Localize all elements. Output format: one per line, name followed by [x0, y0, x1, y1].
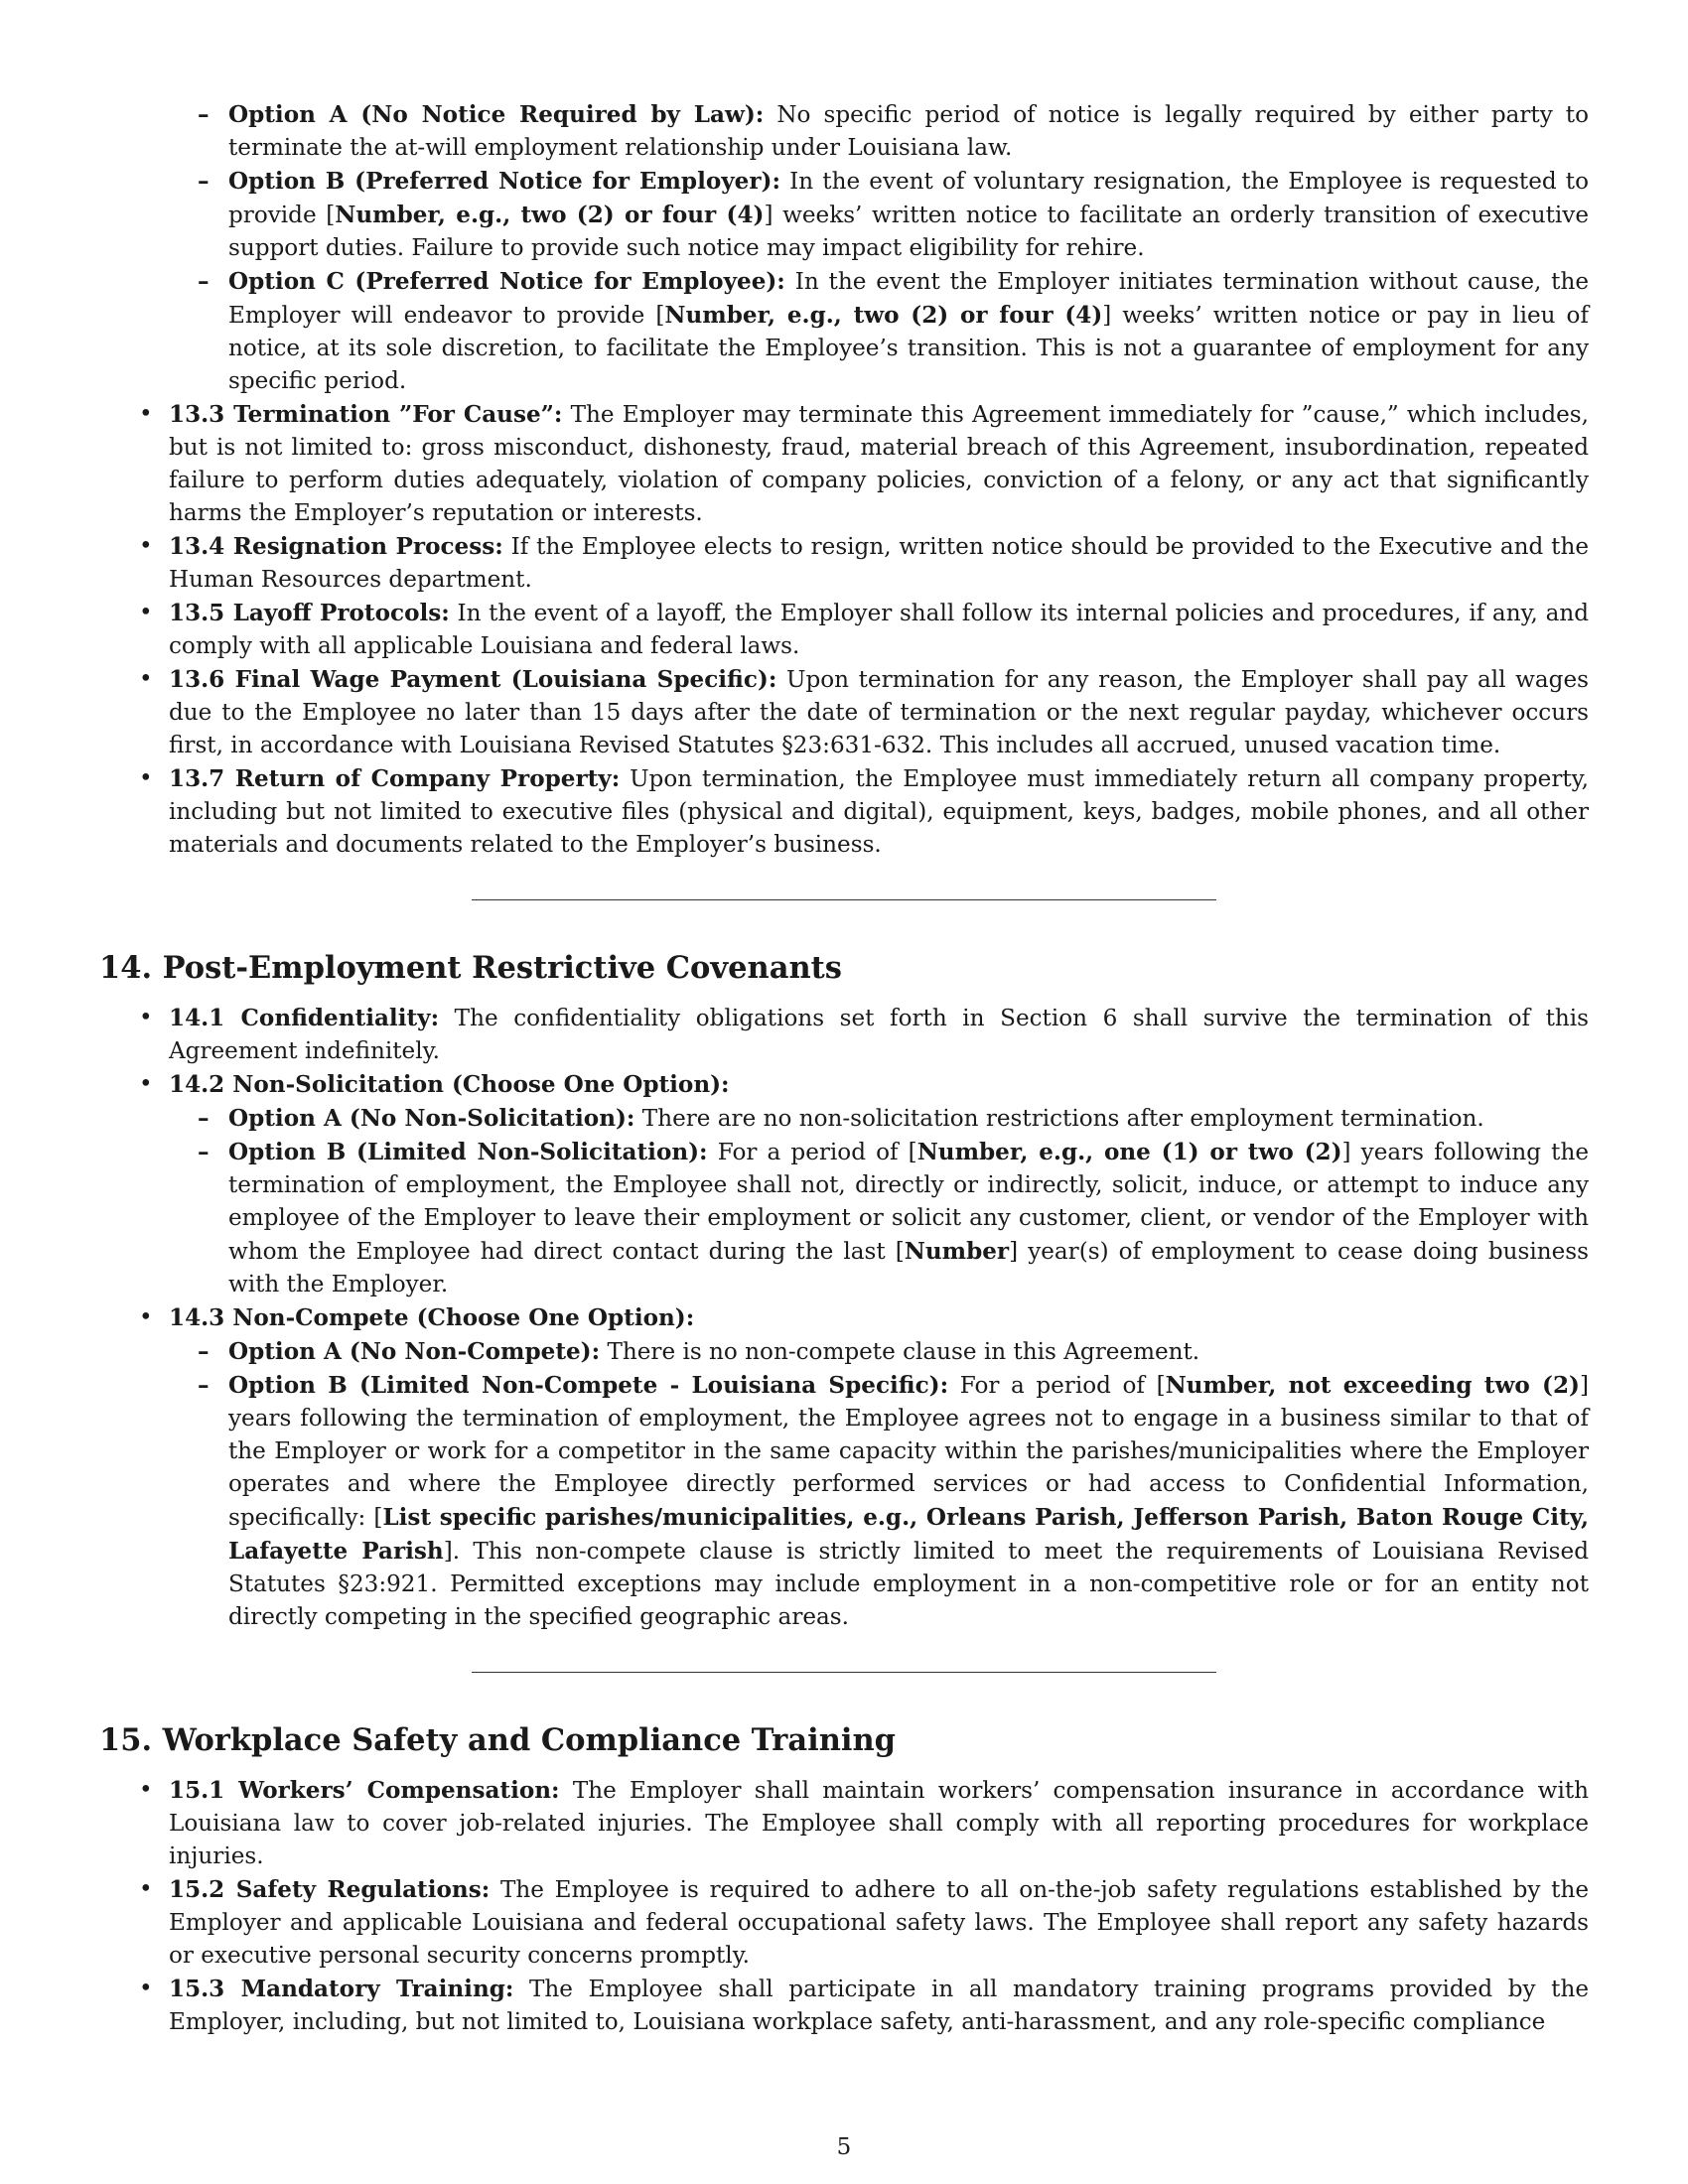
list-item: – Option B (Preferred Notice for Employer): In the event of voluntary resignation, the Employee is requested to provide [Number, e.g., two (2) or four (4)] weeks’ written notice to facilitate an orderly transition of executive support duties. Failure to provide such notice may impact eligibility for rehire.	[99, 165, 1589, 265]
workplace-safety-list	[99, 1774, 1589, 2039]
placeholder-field: Number, not exceeding two (2)	[1165, 1372, 1580, 1399]
list-item: • 13.5 Layoff Protocols: In the event of a layoff, the Employer shall follow its internal policies and procedures, if any, and comply with all applicable Louisiana and federal laws.	[99, 597, 1589, 663]
list-item: • 13.3 Termination ”For Cause”: The Employer may terminate this Agreement immediately for ”cause,” which includes, but is not limited to: gross misconduct, dishonesty, fraud, material breach of this Agreement, insubordination, repeated failure to perform duties adequately, violation of company policies, conviction of a felony, or any act that significantly harms the Employer’s reputation or interests.	[99, 398, 1589, 530]
page-number: 5	[836, 2134, 852, 2160]
list-item: • 14.1 Confidentiality: The confidentiality obligations set forth in Section 6 shall survive the termination of this Agreement indefinitely.	[99, 1002, 1589, 1068]
placeholder-field: Number	[904, 1238, 1010, 1265]
placeholder-field: Number, e.g., one (1) or two (2)	[916, 1139, 1342, 1165]
non-solicitation-options	[99, 1102, 1589, 1301]
placeholder-field: List specific parishes/municipalities, e.g., Orleans Parish, Jefferson Parish, Baton Rouge City, Lafayette Parish	[228, 1504, 1589, 1565]
non-compete-options	[99, 1335, 1589, 1634]
list-item: – Option A (No Notice Required by Law): No specific period of notice is legally required by either party to terminate the at-will employment relationship under Louisiana law.	[99, 98, 1589, 165]
section-heading-15: 15. Workplace Safety and Compliance Training	[99, 1722, 896, 1758]
list-item: • 14.2 Non-Solicitation (Choose One Option): – Option A (No Non-Solicitation): There are no non-solicitation restrictions after employment termination. – Option B (Limited Non-Solicitation): For a period of [Number, e.g., one (1) or two (2)] years following the termination of employment, the Employee shall not, directly or indirectly, solicit, induce, or attempt to induce any employee of the Employer to leave their employment or solicit any customer, client, or vendor of the Employer with whom the Employee had direct contact during the last [Number] year(s) of employment to cease doing business with the Employer.	[99, 1068, 1589, 1301]
list-item: – Option B (Limited Non-Solicitation): For a period of [Number, e.g., one (1) or two (2)] years following the termination of employment, the Employee shall not, directly or indirectly, solicit, induce, or attempt to induce any employee of the Employer to leave their employment or solicit any customer, client, or vendor of the Employer with whom the Employee had direct contact during the last [Number] year(s) of employment to cease doing business with the Employer.	[99, 1136, 1589, 1301]
document-body	[99, 98, 1589, 2039]
list-item: • 13.4 Resignation Process: If the Employee elects to resign, written notice should be provided to the Executive and the Human Resources department.	[99, 530, 1589, 597]
list-item: – Option C (Preferred Notice for Employee): In the event the Employer initiates termination without cause, the Employer will endeavor to provide [Number, e.g., two (2) or four (4)] weeks’ written notice or pay in lieu of notice, at its sole discretion, to facilitate the Employee’s transition. This is not a guarantee of employment for any specific period.	[99, 265, 1589, 398]
notice-options-list	[99, 98, 1589, 398]
list-item: – Option A (No Non-Solicitation): There are no non-solicitation restrictions after employment termination.	[99, 1102, 1589, 1136]
section-divider	[472, 899, 1216, 900]
placeholder-field: Number, e.g., two (2) or four (4)	[335, 202, 765, 228]
placeholder-field: Number, e.g., two (2) or four (4)	[664, 302, 1103, 329]
list-item: • 15.1 Workers’ Compensation: The Employer shall maintain workers’ compensation insurance in accordance with Louisiana law to cover job-related injuries. The Employee shall comply with all reporting procedures for workplace injuries.	[99, 1774, 1589, 1873]
section-heading-14: 14. Post-Employment Restrictive Covenants	[99, 950, 842, 986]
list-item: • 13.7 Return of Company Property: Upon termination, the Employee must immediately return all company property, including but not limited to executive files (physical and digital), equipment, keys, badges, mobile phones, and all other materials and documents related to the Employer’s business.	[99, 762, 1589, 862]
list-item: • 15.3 Mandatory Training: The Employee shall participate in all mandatory training programs provided by the Employer, including, but not limited to, Louisiana workplace safety, anti-harassment, and any role-specific compliance	[99, 1973, 1589, 2039]
restrictive-covenants-list	[99, 1002, 1589, 1634]
list-item: • 15.2 Safety Regulations: The Employee is required to adhere to all on-the-job safety regulations established by the Employer and applicable Louisiana and federal occupational safety laws. The Employee shall report any safety hazards or executive personal security concerns promptly.	[99, 1873, 1589, 1973]
list-item: – Option A (No Non-Compete): There is no non-compete clause in this Agreement.	[99, 1335, 1589, 1369]
section-divider	[472, 1672, 1216, 1673]
list-item: • 14.3 Non-Compete (Choose One Option): – Option A (No Non-Compete): There is no non-compete clause in this Agreement. – Option B (Limited Non-Compete - Louisiana Specific): For a period of [Number, not exceeding two (2)] years following the termination of employment, the Employee agrees not to engage in a business similar to that of the Employer or work for a competitor in the same capacity within the parishes/municipalities where the Employer operates and where the Employee directly performed services or had access to Confidential Information, specifically: [List specific parishes/municipalities, e.g., Orleans Parish, Jefferson Parish, Baton Rouge City, Lafayette Parish]. This non-compete clause is strictly limited to meet the requirements of Louisiana Revised Statutes §23:921. Permitted exceptions may include employment in a non-competitive role or for an entity not directly competing in the specified geographic areas.	[99, 1301, 1589, 1634]
termination-clauses-list	[99, 398, 1589, 862]
list-item: – Option B (Limited Non-Compete - Louisiana Specific): For a period of [Number, not exceeding two (2)] years following the termination of employment, the Employee agrees not to engage in a business similar to that of the Employer or work for a competitor in the same capacity within the parishes/municipalities where the Employer operates and where the Employee directly performed services or had access to Confidential Information, specifically: [List specific parishes/municipalities, e.g., Orleans Parish, Jefferson Parish, Baton Rouge City, Lafayette Parish]. This non-compete clause is strictly limited to meet the requirements of Louisiana Revised Statutes §23:921. Permitted exceptions may include employment in a non-competitive role or for an entity not directly competing in the specified geographic areas.	[99, 1369, 1589, 1634]
list-item: • 13.6 Final Wage Payment (Louisiana Specific): Upon termination for any reason, the Employer shall pay all wages due to the Employee no later than 15 days after the date of termination or the next regular payday, whichever occurs first, in accordance with Louisiana Revised Statutes §23:631-632. This includes all accrued, unused vacation time.	[99, 663, 1589, 762]
